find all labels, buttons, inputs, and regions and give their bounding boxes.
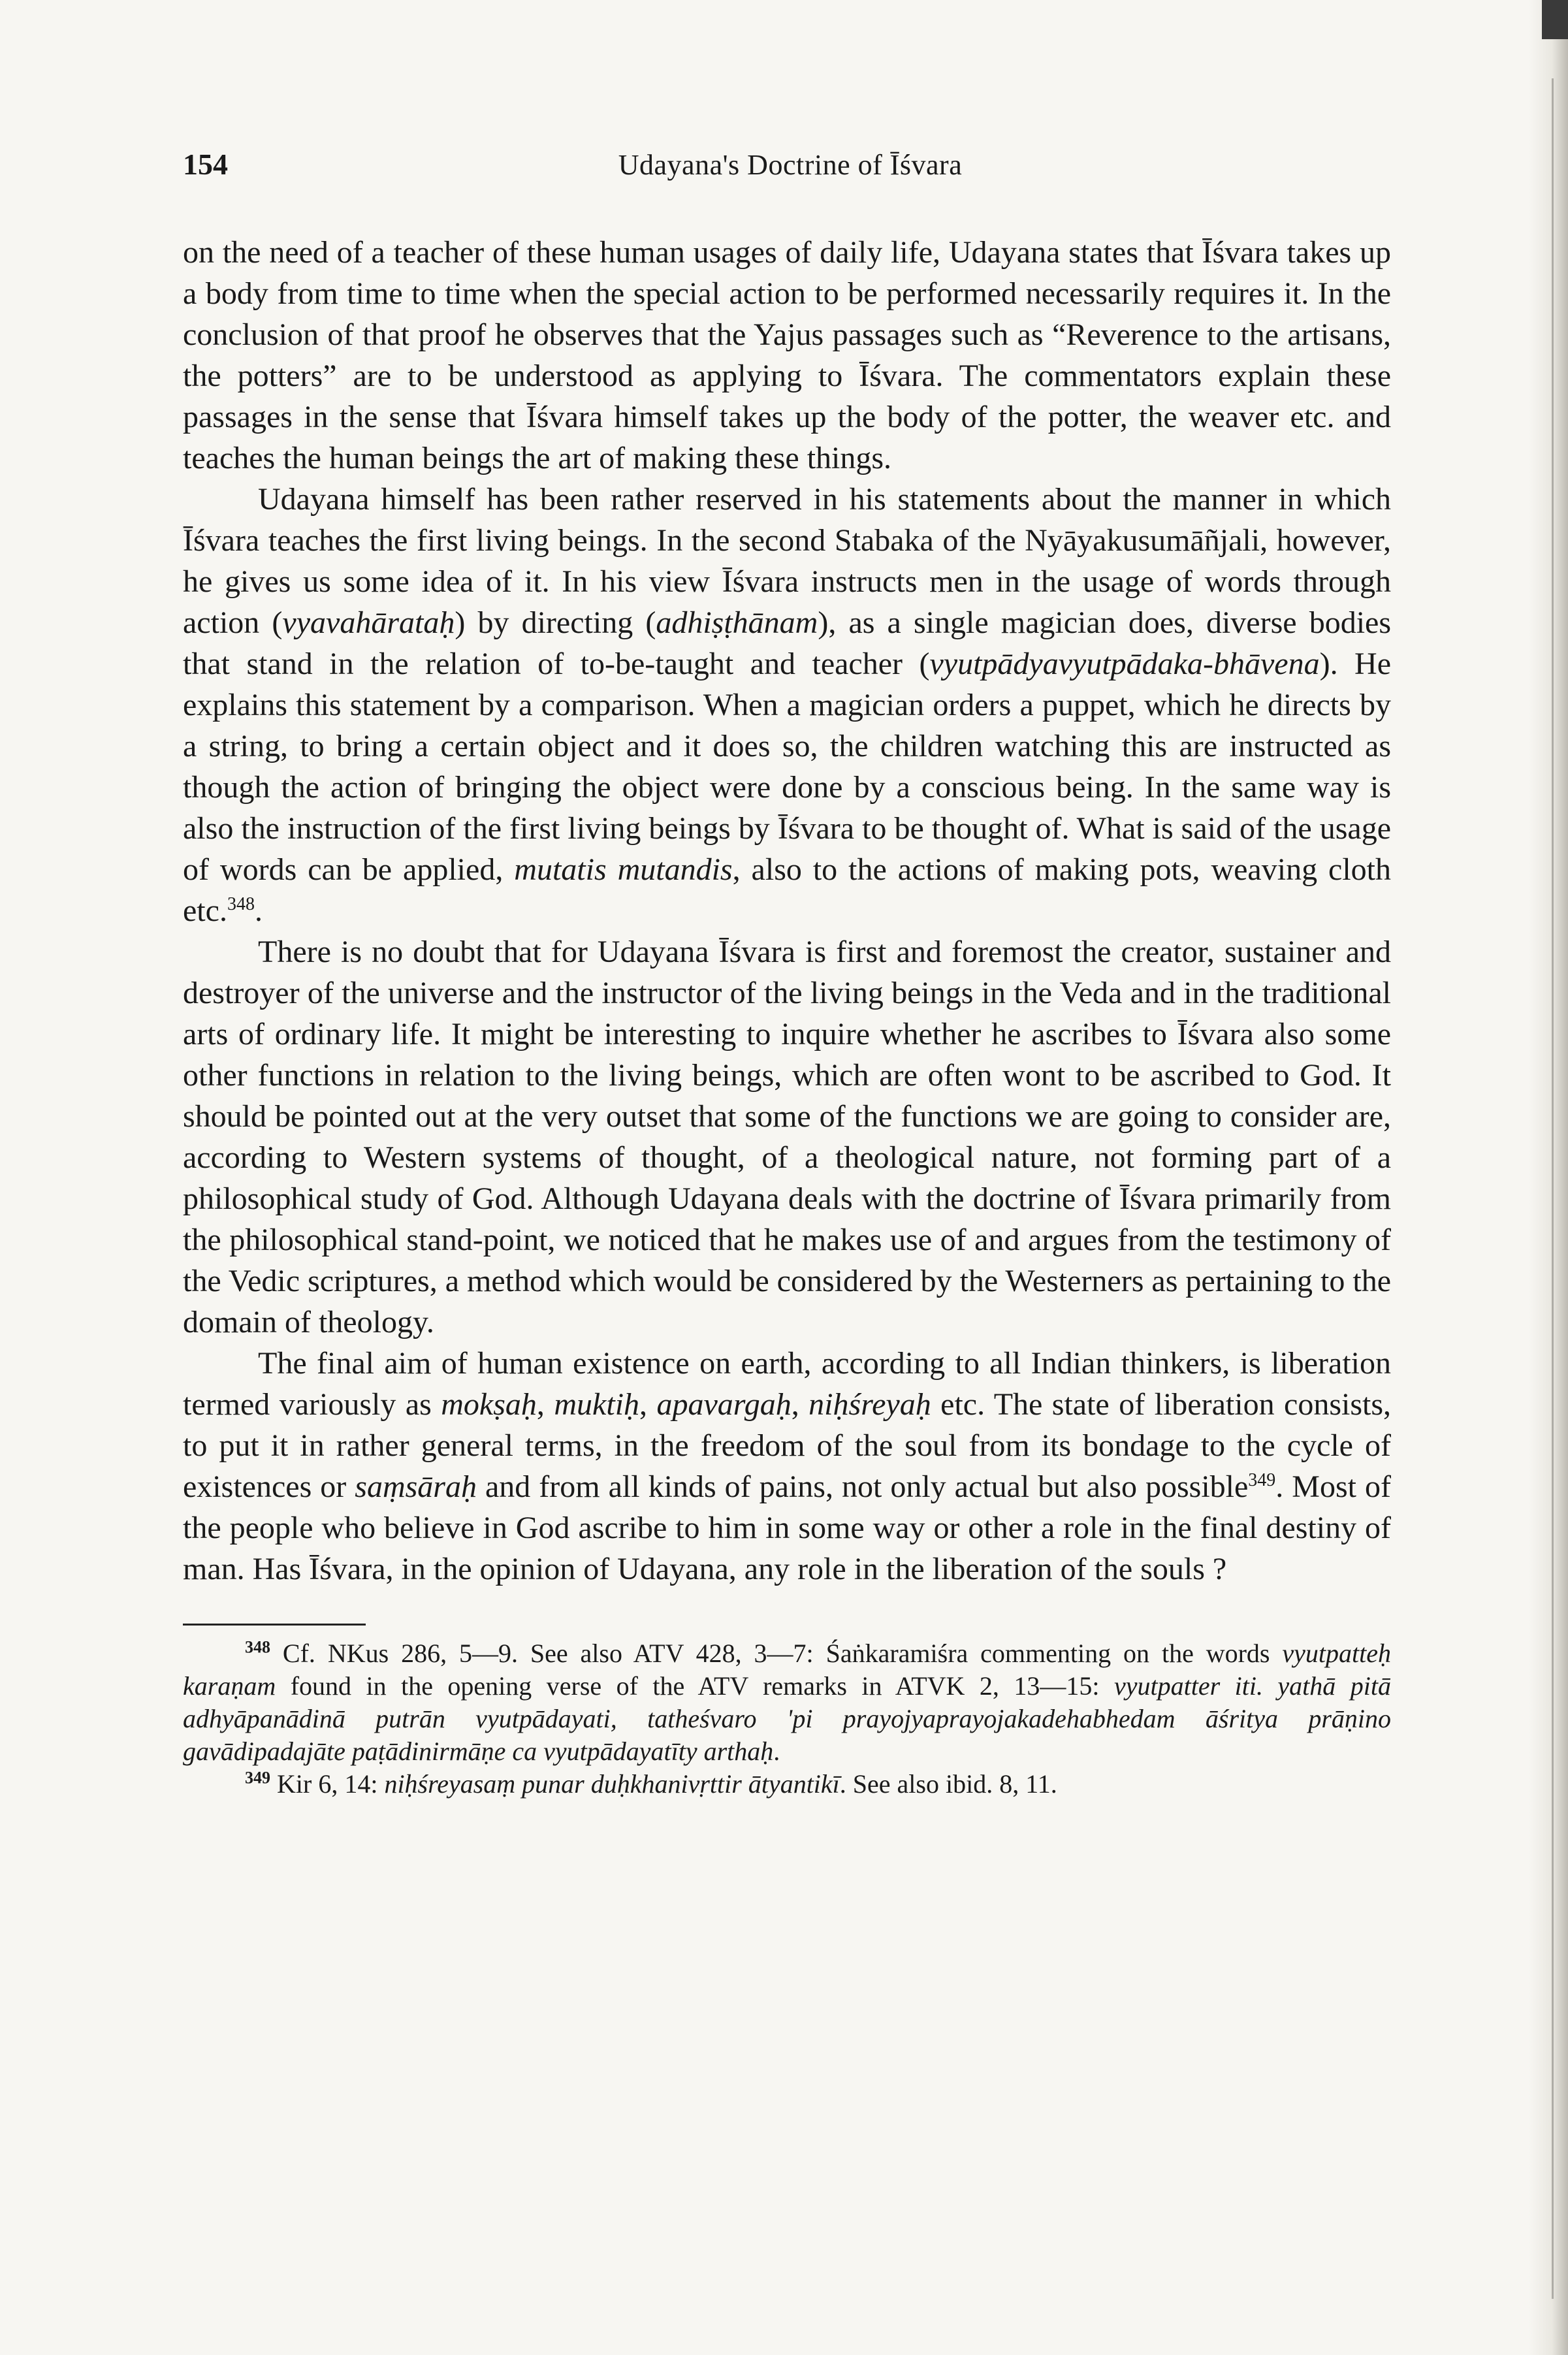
page-header <box>183 147 1391 193</box>
page-number: 154 <box>183 148 228 181</box>
paragraph-2: Udayana himself has been rather reserved in his statements about the manner in which Īśvara teaches the first living beings. In the second Stabaka of the Nyāyakusumāñjali, however, he gives us some idea of it. In his view Īśvara instructs men in the usage of words through action (vyavahārataḥ) by directing (adhiṣṭhānam), as a single magician does, diverse bodies that stand in the relation of to-be-taught and teacher (vyutpādyavyutpādaka-bhāvena). He explains this statement by a comparison. When a magician orders a puppet, which he directs by a string, to bring a certain object and it does so, the children watching this are instructed as though the action of bringing the object were done by a conscious being. In the same way is also the instruction of the first living beings by Īśvara to be thought of. What is said of the usage of words can be applied, mutatis mutandis, also to the actions of making pots, weaving cloth etc.$^{348}$. <box>183 482 1392 928</box>
running-title: Udayana's Doctrine of Īśvara <box>618 149 963 181</box>
page-body <box>183 232 1391 1801</box>
paragraph-3: There is no doubt that for Udayana Īśvara is first and foremost the creator, sustainer and destroyer of the universe and the instructor of the living beings in the Veda and in the traditional arts of ordinary life. It might be interesting to inquire whether he ascribes to Īśvara also some other functions in relation to the living beings, which are often wont to be ascribed to God. It should be pointed out at the very outset that some of the functions we are going to consider are, according to Western systems of thought, of a theological nature, not forming part of a philosophical study of God. Although Udayana deals with the doctrine of Īśvara primarily from the philosophical stand-point, we noticed that he makes use of and argues from the testimony of the Vedic scriptures, a method which would be considered by the Westerners as pertaining to the domain of theology. <box>183 935 1391 1339</box>
footnote-divider <box>183 1624 366 1626</box>
footnote-ref-348: 348 <box>227 894 255 914</box>
footnote-number: 349 <box>245 1768 270 1787</box>
footnote-number: 348 <box>245 1637 270 1657</box>
footnote-349: $^{349}$ Kir 6, 14: niḥśreyasaṃ punar duḥkhanivṛttir ātyantikī. See also ibid. 8, 11. <box>245 1768 1057 1799</box>
paragraph-4: The final aim of human existence on earth, according to all Indian thinkers, is liberation termed variously as mokṣaḥ, muktiḥ, apavargaḥ, niḥśreyaḥ etc. The state of liberation consists, to put it in rather general terms, in the freedom of the soul from its bondage to the cycle of existences or saṃsāraḥ and from all kinds of pains, not only actual but also possible$^{349}$. Most of the people who believe in God ascribe to him in some way or other a role in the final destiny of man. Has Īśvara, in the opinion of Udayana, any role in the liberation of the souls ? <box>183 1346 1392 1586</box>
scan-corner-mark <box>1542 0 1568 39</box>
footnote-348: $^{348}$ Cf. NKus 286, 5—9. See also ATV 428, 3—7: Śaṅkaramiśra commenting on the words vyutpatteḥ karaṇam found in the opening verse of the ATV remarks in ATVK 2, 13—15: vyutpatter iti. yathā pitā adhyāpanādinā putrān vyutpādayati, tatheśvaro 'pi prayojyaprayojakadehabhedam āśritya prāṇino gavādipadajāte paṭādinirmāṇe ca vyutpādayatīty arthaḥ. <box>183 1637 1392 1766</box>
page-edge-shadow <box>1529 0 1568 2355</box>
page-edge-line <box>1552 78 1554 2299</box>
footnote-ref-349: 349 <box>1248 1470 1276 1490</box>
paragraph-1: on the need of a teacher of these human usages of daily life, Udayana states that Īśvara takes up a body from time to time when the special action to be performed necessarily requires it. In the conclusion of that proof he observes that the Yajus passages such as “Reverence to the artisans, the potters” are to be understood as applying to Īśvara. The commentators explain these passages in the sense that Īśvara himself takes up the body of the potter, the weaver etc. and teaches the human beings the art of making these things. <box>183 235 1391 475</box>
